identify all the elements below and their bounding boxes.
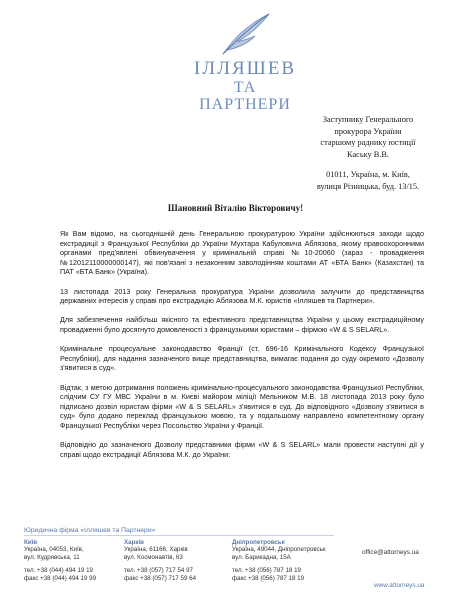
quill-feather-icon bbox=[215, 10, 275, 58]
office-kharkiv bbox=[124, 539, 234, 582]
addressee-line: старшому раднику юстиції bbox=[320, 138, 416, 147]
office-phone: тел. +38 (057) 717 54 97 bbox=[124, 567, 193, 575]
office-phone: тел. +38 (056) 787 18 19 bbox=[232, 567, 301, 575]
office-address-line: вул. Кудрявська, 11 bbox=[24, 553, 80, 561]
body-paragraph: Як Вам відомо, на сьогоднішній день Генеральною прокуратурою України здійснюються заходи щодо екстрадиції з Французької Республіки до України Мухтара Кабуловича Аблязова, якому правоохоронними органами пред'явлені обвинувачення у кримінальній справі №10-20060 (зараз - провадження №12012110000000147), які пов'язані з незаконним заволодінням коштами АТ «БТА Банк» (Казахстан) та ПАТ «БТА Банк» (Україна). bbox=[60, 229, 424, 277]
office-phone: тел. +38 (044) 494 19 19 bbox=[24, 567, 93, 575]
office-address-line: Україна, 49044, Дніпропетровськ bbox=[232, 546, 326, 554]
body-paragraph: Кримінальне процесуальне законодавство Франції (ст. 696-16 Кримінального Кодексу Французької Республіки), для надання зазначеного вище представництва, вимагає подання до суду окремого «Дозволу з'явитися в суд». bbox=[60, 344, 424, 373]
office-city: Харків bbox=[124, 539, 144, 546]
addressee-block bbox=[268, 114, 468, 192]
body-paragraph: Відповідно до зазначеного Дозволу представники фірми «W & S SELARL» мали провести наступні дії у справі щодо екстрадиції Аблязова М.К. до України: bbox=[60, 440, 424, 459]
letter-body bbox=[60, 229, 424, 469]
body-paragraph: 13 листопада 2013 року Генеральна прокуратура України дозволила залучити до представництва державних інтересів у справі про екстрадицію Аблязова М.К. юристів «Ілляшев та Партнери». bbox=[60, 286, 424, 306]
footer-email-link[interactable]: office@attorneys.ua bbox=[362, 549, 419, 556]
office-fax: факс +38 (056) 787 18 19 bbox=[232, 574, 305, 582]
company-logo bbox=[190, 10, 300, 113]
logo-subtitle: ТА ПАРТНЕРИ bbox=[199, 79, 291, 113]
address-line: вулиця Різницька, буд. 13/15. bbox=[316, 181, 420, 191]
footer-website-link[interactable]: www.attorneys.ua bbox=[374, 582, 425, 589]
addressee-address bbox=[268, 169, 468, 192]
salutation: Шановний Віталію Вікторовичу! bbox=[167, 203, 304, 213]
body-paragraph: Для забезпечення найбільш якісного та ефективного представництва України у цьому екстрадиційному провадженні було досягнуто домовленості з французькими юристами – фірмою «W & S SELARL». bbox=[60, 315, 424, 334]
office-address-line: вул. Космонавтів, 63 bbox=[124, 553, 183, 561]
footer-firm-name: Юридична фірма «Ілляшев та Партнери» bbox=[24, 527, 156, 534]
addressee-line: Каську В.В. bbox=[347, 149, 389, 159]
office-dnipro bbox=[232, 539, 342, 582]
office-city: Київ bbox=[24, 539, 38, 546]
office-address-line: Україна, 04053, Київ, bbox=[24, 546, 84, 554]
office-city: Дніпропетровськ bbox=[232, 539, 285, 546]
office-kyiv bbox=[24, 539, 134, 582]
office-fax: факс +38 (057) 717 59 64 bbox=[124, 574, 197, 582]
addressee-line: Заступнику Генерального bbox=[322, 115, 414, 124]
office-address-line: вул. Барикадна, 15А bbox=[232, 553, 291, 561]
office-address-line: Україна, 61166, Харків bbox=[124, 546, 188, 554]
addressee-line: прокурора України bbox=[334, 126, 402, 136]
body-paragraph: Відтак, з метою дотримання положень кримінально-процесуального законодавства Французької Республіки, слідчим СУ ГУ МВС України в м. Києві майором міліції Мельником М.В. 18 листопада 2013 року було підписано дозвіл юристам фірми «W & S SELARL» з'явитися в суд. До відповідного «Дозволу з'явитися в суд» було додано переклад французькою мовою, та у подальшому направлено компетентному органу Французької Республіки через Посольство України у Франції. bbox=[60, 382, 424, 430]
logo-title: ІЛЛЯШЕВ bbox=[193, 58, 297, 79]
office-fax: факс +38 (044) 494 19 99 bbox=[24, 574, 97, 582]
address-line: 01011, Україна, м. Київ, bbox=[326, 170, 410, 179]
footer-divider bbox=[24, 535, 334, 536]
